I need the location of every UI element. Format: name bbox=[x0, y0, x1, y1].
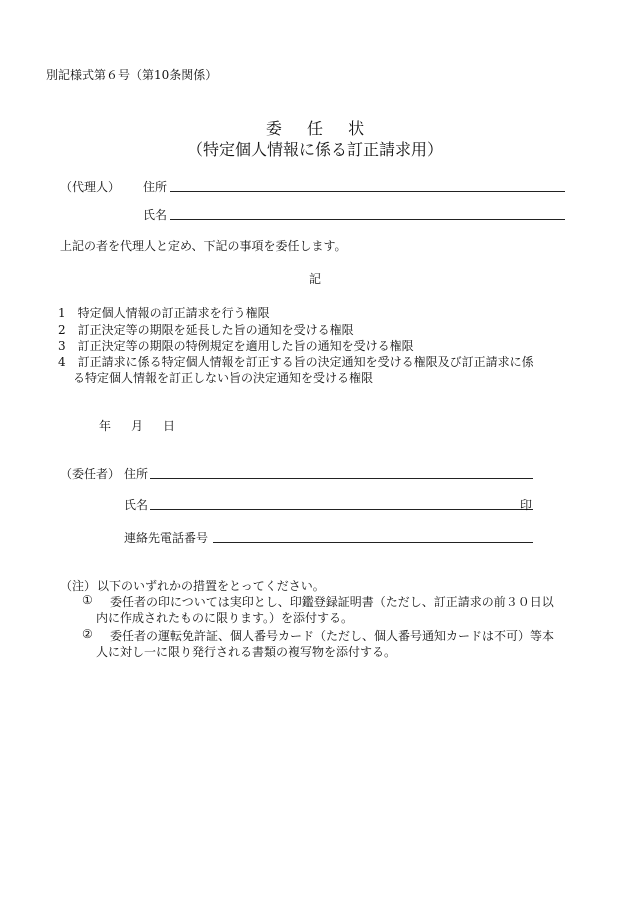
seal-mark: 印 bbox=[520, 498, 533, 512]
note-item-2-line2: 人に対し一に限り発行される書類の複写物を添付する。 bbox=[96, 645, 397, 659]
principal-address-field[interactable] bbox=[150, 478, 533, 479]
agent-name-field[interactable] bbox=[170, 219, 565, 220]
authority-item-3: 3 訂正決定等の期限の特例規定を適用した旨の通知を受ける権限 bbox=[58, 339, 414, 353]
date-day: 日 bbox=[163, 419, 176, 433]
note-intro: 以下のいずれかの措置をとってください。 bbox=[97, 579, 325, 593]
agent-label: （代理人） bbox=[60, 180, 121, 194]
principal-phone-field[interactable] bbox=[213, 542, 533, 543]
principal-label: （委任者） bbox=[60, 467, 121, 481]
principal-name-field[interactable] bbox=[150, 509, 533, 510]
document-subtitle: （特定個人情報に係る訂正請求用） bbox=[186, 140, 443, 159]
note-item-2-line1: 委任者の運転免許証、個人番号カード（ただし、個人番号通知カードは不可）等本 bbox=[110, 629, 555, 643]
ki-heading: 記 bbox=[309, 272, 322, 286]
document-title: 委 任 状 bbox=[265, 119, 375, 138]
note-label: （注） bbox=[60, 579, 97, 593]
authority-item-4: 4 訂正請求に係る特定個人情報を訂正する旨の決定通知を受ける権限及び訂正請求に係 bbox=[58, 355, 534, 369]
note-item-1-mark: ① bbox=[82, 593, 93, 607]
date-year: 年 bbox=[99, 419, 112, 433]
note-item-1-line2: 内に作成されたものに限ります。）を添付する。 bbox=[96, 611, 354, 625]
form-number: 別記様式第６号（第10条関係） bbox=[46, 68, 218, 82]
principal-address-label: 住所 bbox=[124, 467, 149, 481]
authority-item-1: 1 特定個人情報の訂正請求を行う権限 bbox=[58, 306, 270, 320]
agent-address-label: 住所 bbox=[143, 180, 168, 194]
agent-name-label: 氏名 bbox=[143, 208, 168, 222]
note-item-1-line1: 委任者の印については実印とし、印鑑登録証明書（ただし、訂正請求の前３０日以 bbox=[110, 595, 554, 609]
note-item-2-mark: ② bbox=[82, 627, 93, 641]
agent-address-field[interactable] bbox=[170, 191, 565, 192]
principal-phone-label: 連絡先電話番号 bbox=[124, 531, 209, 545]
date-month: 月 bbox=[131, 419, 144, 433]
principal-name-label: 氏名 bbox=[124, 498, 149, 512]
authority-item-2: 2 訂正決定等の期限を延長した旨の通知を受ける権限 bbox=[58, 323, 354, 337]
authority-item-4-cont: る特定個人情報を訂正しない旨の決定通知を受ける権限 bbox=[73, 371, 374, 385]
delegation-statement: 上記の者を代理人と定め、下記の事項を委任します。 bbox=[60, 239, 347, 253]
